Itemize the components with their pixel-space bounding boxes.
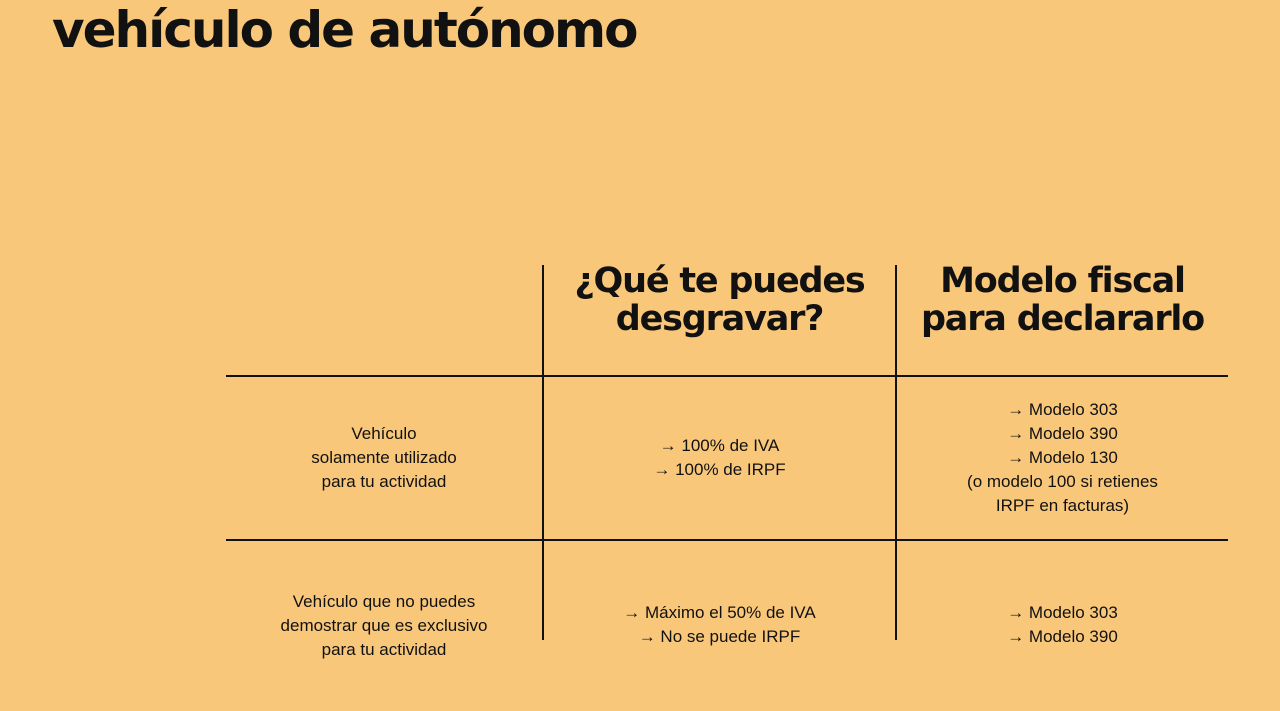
table-row-2-label bbox=[226, 541, 542, 711]
row-label-text: Vehículo solamente utilizado para tu actividad bbox=[311, 424, 457, 491]
column-header-deductible: ¿Qué te puedes desgravar? bbox=[574, 261, 865, 339]
fiscal-model-text: → Modelo 303 → Modelo 390 bbox=[1007, 603, 1118, 646]
table-row-2-model bbox=[897, 541, 1228, 709]
deductible-text: → 100% de IVA → 100% de IRPF bbox=[653, 436, 786, 479]
page-title: vehículo de autónomo bbox=[52, 1, 637, 59]
row-label-text: Vehículo que no puedes demostrar que es exclusivo para tu actividad bbox=[280, 592, 488, 659]
table-row-2-deductible bbox=[544, 541, 895, 709]
table-row-1-deductible bbox=[544, 377, 895, 539]
table-row-1-model bbox=[897, 377, 1228, 539]
fiscal-model-text: → Modelo 303 → Modelo 390 → Modelo 130 (o modelo 100 si retienes IRPF en facturas) bbox=[967, 400, 1158, 515]
table-row-1-label bbox=[226, 377, 542, 539]
deductible-text: → Máximo el 50% de IVA → No se puede IRPF bbox=[623, 603, 816, 646]
column-header-fiscal-model: Modelo fiscal para declararlo bbox=[920, 261, 1205, 339]
